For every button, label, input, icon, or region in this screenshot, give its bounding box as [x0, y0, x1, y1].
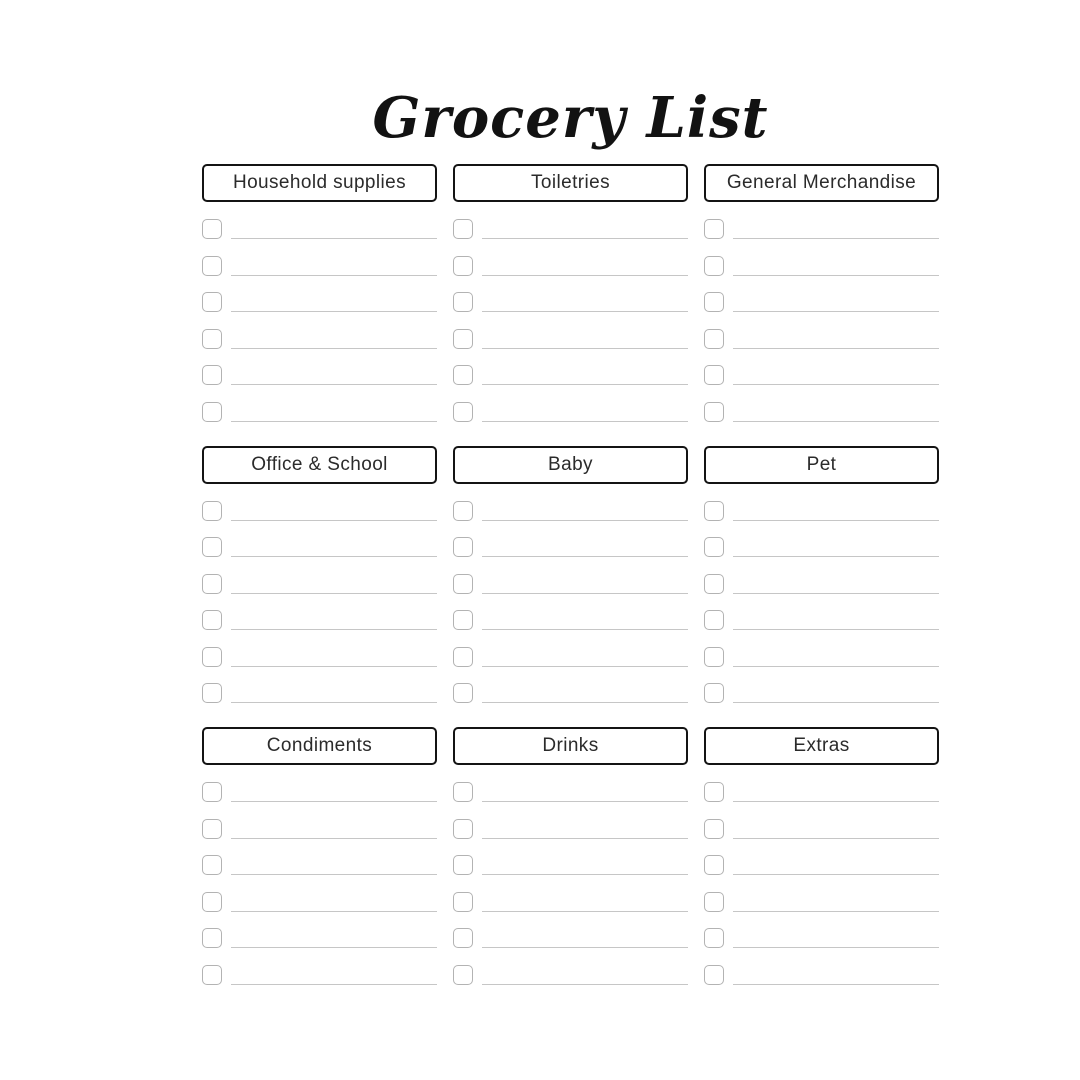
checkbox[interactable] — [704, 537, 724, 557]
category-rows — [453, 782, 688, 985]
category-header — [704, 164, 939, 202]
category-header — [202, 446, 437, 484]
category-rows — [453, 501, 688, 704]
checkbox[interactable] — [453, 402, 473, 422]
item-write-line[interactable] — [482, 702, 688, 703]
checkbox[interactable] — [202, 647, 222, 667]
list-item-row — [202, 647, 437, 667]
checkbox[interactable] — [453, 329, 473, 349]
item-write-line[interactable] — [733, 874, 939, 875]
category-label: Office & School — [251, 453, 388, 475]
list-item-row — [453, 402, 688, 422]
category-label: Baby — [548, 453, 593, 475]
item-write-line[interactable] — [482, 275, 688, 276]
list-item-row — [202, 782, 437, 802]
category-section-household-supplies — [202, 164, 437, 422]
item-write-line[interactable] — [482, 384, 688, 385]
checkbox[interactable] — [704, 928, 724, 948]
list-item-row — [453, 329, 688, 349]
list-item-row — [202, 610, 437, 630]
item-write-line[interactable] — [482, 838, 688, 839]
item-write-line[interactable] — [231, 666, 437, 667]
item-write-line[interactable] — [733, 702, 939, 703]
item-write-line[interactable] — [231, 801, 437, 802]
item-write-line[interactable] — [231, 556, 437, 557]
list-item-row — [453, 683, 688, 703]
list-item-row — [704, 501, 939, 521]
list-item-row — [453, 928, 688, 948]
checkbox[interactable] — [704, 501, 724, 521]
item-write-line[interactable] — [482, 238, 688, 239]
item-write-line[interactable] — [733, 311, 939, 312]
category-label: Drinks — [542, 735, 599, 756]
item-write-line[interactable] — [231, 911, 437, 912]
checkbox[interactable] — [202, 819, 222, 839]
category-header — [704, 727, 939, 765]
item-write-line[interactable] — [733, 238, 939, 239]
category-header — [453, 446, 688, 484]
item-write-line[interactable] — [482, 801, 688, 802]
list-item-row — [704, 574, 939, 594]
item-write-line[interactable] — [482, 556, 688, 557]
item-write-line[interactable] — [482, 666, 688, 667]
checkbox[interactable] — [704, 855, 724, 875]
checkbox[interactable] — [704, 329, 724, 349]
checkbox[interactable] — [704, 402, 724, 422]
list-item-row — [202, 683, 437, 703]
item-write-line[interactable] — [231, 238, 437, 239]
checkbox[interactable] — [202, 928, 222, 948]
list-item-row — [704, 292, 939, 312]
checkbox[interactable] — [704, 683, 724, 703]
list-item-row — [453, 574, 688, 594]
checkbox[interactable] — [453, 292, 473, 312]
list-item-row — [453, 892, 688, 912]
list-item-row — [202, 965, 437, 985]
list-item-row — [704, 855, 939, 875]
item-write-line[interactable] — [482, 629, 688, 630]
checkbox[interactable] — [704, 292, 724, 312]
checkbox[interactable] — [202, 537, 222, 557]
checkbox[interactable] — [202, 501, 222, 521]
list-item-row — [202, 402, 437, 422]
item-write-line[interactable] — [231, 702, 437, 703]
list-item-row — [704, 537, 939, 557]
item-write-line[interactable] — [733, 666, 939, 667]
list-item-row — [704, 782, 939, 802]
checkbox[interactable] — [704, 365, 724, 385]
checkbox[interactable] — [453, 647, 473, 667]
item-write-line[interactable] — [482, 911, 688, 912]
checkbox[interactable] — [453, 501, 473, 521]
list-item-row — [704, 892, 939, 912]
checkbox[interactable] — [704, 892, 724, 912]
list-item-row — [202, 501, 437, 521]
checkbox[interactable] — [202, 892, 222, 912]
checkbox[interactable] — [453, 574, 473, 594]
list-item-row — [453, 292, 688, 312]
checkbox[interactable] — [202, 855, 222, 875]
item-write-line[interactable] — [482, 593, 688, 594]
checkbox[interactable] — [202, 965, 222, 985]
category-rows — [202, 782, 437, 985]
checkbox[interactable] — [453, 782, 473, 802]
list-item-row — [704, 647, 939, 667]
checkbox[interactable] — [202, 782, 222, 802]
category-rows — [453, 219, 688, 422]
category-rows — [202, 501, 437, 704]
checkbox[interactable] — [453, 256, 473, 276]
category-header — [453, 727, 688, 765]
item-write-line[interactable] — [733, 520, 939, 521]
item-write-line[interactable] — [733, 348, 939, 349]
category-label: General Merchandise — [726, 172, 917, 193]
list-item-row — [453, 219, 688, 239]
item-write-line[interactable] — [231, 275, 437, 276]
list-item-row — [453, 610, 688, 630]
item-write-line[interactable] — [733, 801, 939, 802]
list-item-row — [704, 256, 939, 276]
item-write-line[interactable] — [733, 838, 939, 839]
category-rows — [202, 219, 437, 422]
checkbox[interactable] — [704, 647, 724, 667]
item-write-line[interactable] — [231, 593, 437, 594]
list-item-row — [704, 610, 939, 630]
category-label: Household supplies — [232, 172, 407, 193]
category-label: Extras — [793, 735, 850, 756]
category-section-general-merchandise — [704, 164, 939, 422]
checkbox[interactable] — [704, 610, 724, 630]
category-grid — [202, 164, 939, 985]
item-write-line[interactable] — [733, 629, 939, 630]
list-item-row — [202, 256, 437, 276]
list-item-row — [202, 819, 437, 839]
category-label: Pet — [806, 453, 837, 475]
item-write-line[interactable] — [231, 838, 437, 839]
list-item-row — [453, 965, 688, 985]
checkbox[interactable] — [704, 965, 724, 985]
checkbox[interactable] — [453, 365, 473, 385]
item-write-line[interactable] — [482, 311, 688, 312]
checkbox[interactable] — [453, 892, 473, 912]
checkbox[interactable] — [704, 782, 724, 802]
category-header — [202, 164, 437, 202]
list-item-row — [704, 329, 939, 349]
category-section-condiments — [202, 727, 437, 985]
checkbox[interactable] — [202, 256, 222, 276]
item-write-line[interactable] — [231, 384, 437, 385]
category-section-pet — [704, 446, 939, 704]
checkbox[interactable] — [453, 965, 473, 985]
checkbox[interactable] — [202, 219, 222, 239]
list-item-row — [453, 647, 688, 667]
list-item-row — [202, 892, 437, 912]
category-section-drinks — [453, 727, 688, 985]
item-write-line[interactable] — [733, 384, 939, 385]
checkbox[interactable] — [704, 819, 724, 839]
list-item-row — [704, 402, 939, 422]
list-item-row — [453, 365, 688, 385]
checkbox[interactable] — [453, 855, 473, 875]
checkbox[interactable] — [453, 537, 473, 557]
checkbox[interactable] — [453, 683, 473, 703]
item-write-line[interactable] — [231, 629, 437, 630]
category-rows — [704, 501, 939, 704]
category-label: Condiments — [266, 735, 373, 756]
page-title: Grocery List — [372, 85, 769, 151]
item-write-line[interactable] — [482, 421, 688, 422]
category-section-toiletries — [453, 164, 688, 422]
list-item-row — [202, 537, 437, 557]
list-item-row — [704, 683, 939, 703]
category-section-office-school — [202, 446, 437, 704]
checkbox[interactable] — [202, 402, 222, 422]
checkbox[interactable] — [453, 219, 473, 239]
item-write-line[interactable] — [231, 947, 437, 948]
checkbox[interactable] — [453, 819, 473, 839]
category-section-baby — [453, 446, 688, 704]
list-item-row — [202, 855, 437, 875]
category-rows — [704, 219, 939, 422]
item-write-line[interactable] — [733, 275, 939, 276]
list-item-row — [704, 965, 939, 985]
list-item-row — [453, 819, 688, 839]
checkbox[interactable] — [202, 574, 222, 594]
category-section-extras — [704, 727, 939, 985]
checkbox[interactable] — [202, 610, 222, 630]
list-item-row — [453, 855, 688, 875]
item-write-line[interactable] — [482, 947, 688, 948]
category-header — [453, 164, 688, 202]
list-item-row — [453, 537, 688, 557]
category-header — [202, 727, 437, 765]
checkbox[interactable] — [202, 329, 222, 349]
list-item-row — [704, 219, 939, 239]
list-item-row — [202, 219, 437, 239]
list-item-row — [202, 574, 437, 594]
item-write-line[interactable] — [231, 421, 437, 422]
list-item-row — [704, 819, 939, 839]
checkbox[interactable] — [202, 683, 222, 703]
item-write-line[interactable] — [733, 593, 939, 594]
category-header — [704, 446, 939, 484]
category-label: Toiletries — [531, 172, 610, 193]
checkbox[interactable] — [704, 219, 724, 239]
checkbox[interactable] — [704, 574, 724, 594]
list-item-row — [453, 256, 688, 276]
item-write-line[interactable] — [733, 984, 939, 985]
item-write-line[interactable] — [482, 520, 688, 521]
checkbox[interactable] — [453, 610, 473, 630]
item-write-line[interactable] — [231, 520, 437, 521]
list-item-row — [453, 782, 688, 802]
checkbox[interactable] — [202, 365, 222, 385]
list-item-row — [202, 365, 437, 385]
checkbox[interactable] — [453, 928, 473, 948]
item-write-line[interactable] — [482, 874, 688, 875]
category-rows — [704, 782, 939, 985]
list-item-row — [202, 292, 437, 312]
item-write-line[interactable] — [733, 911, 939, 912]
item-write-line[interactable] — [733, 421, 939, 422]
list-item-row — [202, 329, 437, 349]
item-write-line[interactable] — [733, 947, 939, 948]
list-item-row — [202, 928, 437, 948]
item-write-line[interactable] — [231, 984, 437, 985]
checkbox[interactable] — [202, 292, 222, 312]
checkbox[interactable] — [704, 256, 724, 276]
item-write-line[interactable] — [231, 874, 437, 875]
item-write-line[interactable] — [231, 311, 437, 312]
item-write-line[interactable] — [231, 348, 437, 349]
item-write-line[interactable] — [482, 348, 688, 349]
list-item-row — [704, 928, 939, 948]
list-item-row — [453, 501, 688, 521]
item-write-line[interactable] — [733, 556, 939, 557]
list-item-row — [704, 365, 939, 385]
item-write-line[interactable] — [482, 984, 688, 985]
